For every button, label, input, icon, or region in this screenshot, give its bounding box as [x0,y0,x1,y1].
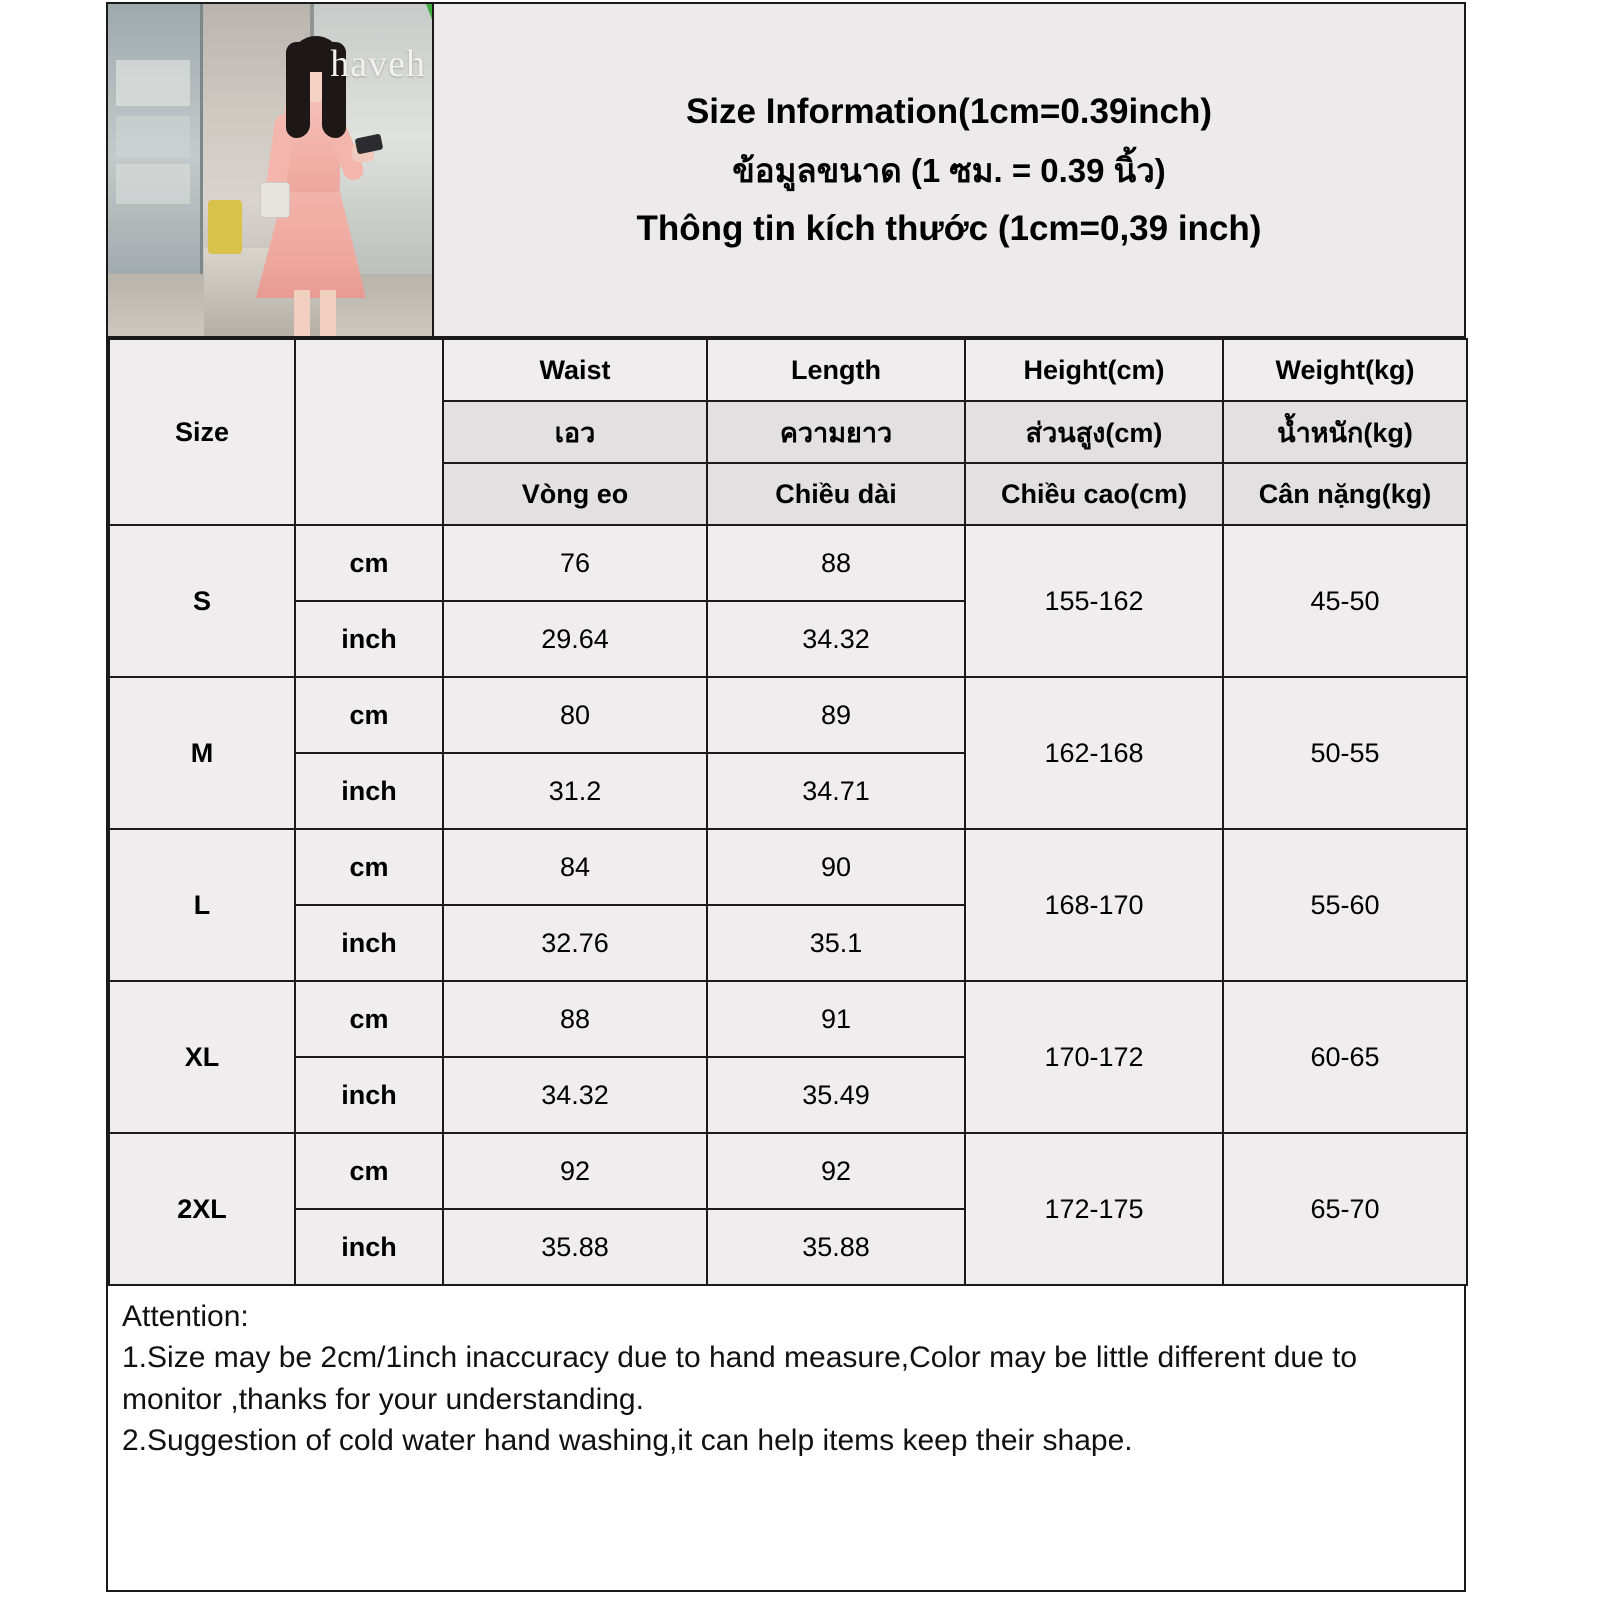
unit-cell-inch: inch [295,753,443,829]
header-length-en: Length [707,339,965,401]
model-hair-left [286,42,310,138]
glass-panel-a [116,60,190,106]
length-cm-2xl: 92 [707,1133,965,1209]
attention-block [108,1286,1464,1462]
unit-cell-inch: inch [295,1057,443,1133]
unit-cell-inch: inch [295,1209,443,1285]
waist-cm-m: 80 [443,677,707,753]
glass-panel-c [116,164,190,204]
size-column-header: Size [109,339,295,525]
header-height-en: Height(cm) [965,339,1223,401]
size-cell-xl: XL [109,981,295,1133]
size-cell-2xl: 2XL [109,1133,295,1285]
unit-cell-inch: inch [295,905,443,981]
header-waist-en: Waist [443,339,707,401]
height-2xl: 172-175 [965,1133,1223,1285]
length-cm-s: 88 [707,525,965,601]
title-vietnamese: Thông tin kích thước (1cm=0,39 inch) [636,208,1262,248]
store-sign-text: haveh [330,43,426,85]
header-waist-th: เอว [443,401,707,463]
waist-cm-l: 84 [443,829,707,905]
header-height-vi: Chiều cao(cm) [965,463,1223,525]
unit-cell-cm: cm [295,525,443,601]
waist-cm-xl: 88 [443,981,707,1057]
size-cell-l: L [109,829,295,981]
weight-2xl: 65-70 [1223,1133,1467,1285]
length-inch-2xl: 35.88 [707,1209,965,1285]
height-xl: 170-172 [965,981,1223,1133]
header-weight-vi: Cân nặng(kg) [1223,463,1467,525]
model-photo [108,4,432,336]
waist-cm-2xl: 92 [443,1133,707,1209]
model-leg-right [320,290,336,336]
header-length-vi: Chiều dài [707,463,965,525]
header-length-th: ความยาว [707,401,965,463]
title-block [434,4,1464,336]
header-height-th: ส่วนสูง(cm) [965,401,1223,463]
table-row [109,829,1467,905]
length-cm-m: 89 [707,677,965,753]
waist-inch-m: 31.2 [443,753,707,829]
waist-inch-s: 29.64 [443,601,707,677]
attention-note-1: 1.Size may be 2cm/1inch inaccuracy due to hand measure,Color may be little different due to monitor ,thanks for your understanding. [122,1341,1358,1416]
product-photo-cell [108,4,434,336]
size-cell-m: M [109,677,295,829]
unit-cell-cm: cm [295,829,443,905]
chart-header [108,4,1464,338]
table-header-row-en [109,339,1467,401]
header-weight-en: Weight(kg) [1223,339,1467,401]
weight-s: 45-50 [1223,525,1467,677]
unit-cell-cm: cm [295,677,443,753]
length-inch-l: 35.1 [707,905,965,981]
size-table [108,338,1468,1286]
waist-inch-l: 32.76 [443,905,707,981]
length-cm-xl: 91 [707,981,965,1057]
yellow-object [208,200,242,254]
model-leg-left [294,290,310,336]
unit-column-header [295,339,443,525]
waist-inch-xl: 34.32 [443,1057,707,1133]
size-chart-sheet [106,2,1466,1592]
height-s: 155-162 [965,525,1223,677]
length-cm-l: 90 [707,829,965,905]
length-inch-s: 34.32 [707,601,965,677]
title-thai: ข้อมูลขนาด (1 ซม. = 0.39 นิ้ว) [732,151,1166,189]
waist-cm-s: 76 [443,525,707,601]
size-cell-s: S [109,525,295,677]
table-row [109,525,1467,601]
header-waist-vi: Vòng eo [443,463,707,525]
waist-inch-2xl: 35.88 [443,1209,707,1285]
length-inch-xl: 35.49 [707,1057,965,1133]
table-row [109,1133,1467,1209]
weight-l: 55-60 [1223,829,1467,981]
table-row [109,677,1467,753]
unit-cell-cm: cm [295,1133,443,1209]
title-english: Size Information(1cm=0.39inch) [685,91,1213,131]
weight-m: 50-55 [1223,677,1467,829]
attention-heading: Attention: [122,1300,249,1333]
header-weight-th: น้ำหนัก(kg) [1223,401,1467,463]
height-m: 162-168 [965,677,1223,829]
weight-xl: 60-65 [1223,981,1467,1133]
unit-cell-cm: cm [295,981,443,1057]
attention-note-2: 2.Suggestion of cold water hand washing,it can help items keep their shape. [122,1424,1133,1458]
unit-cell-inch: inch [295,601,443,677]
handbag [260,182,290,218]
length-inch-m: 34.71 [707,753,965,829]
table-row [109,981,1467,1057]
glass-panel-b [116,116,190,158]
height-l: 168-170 [965,829,1223,981]
